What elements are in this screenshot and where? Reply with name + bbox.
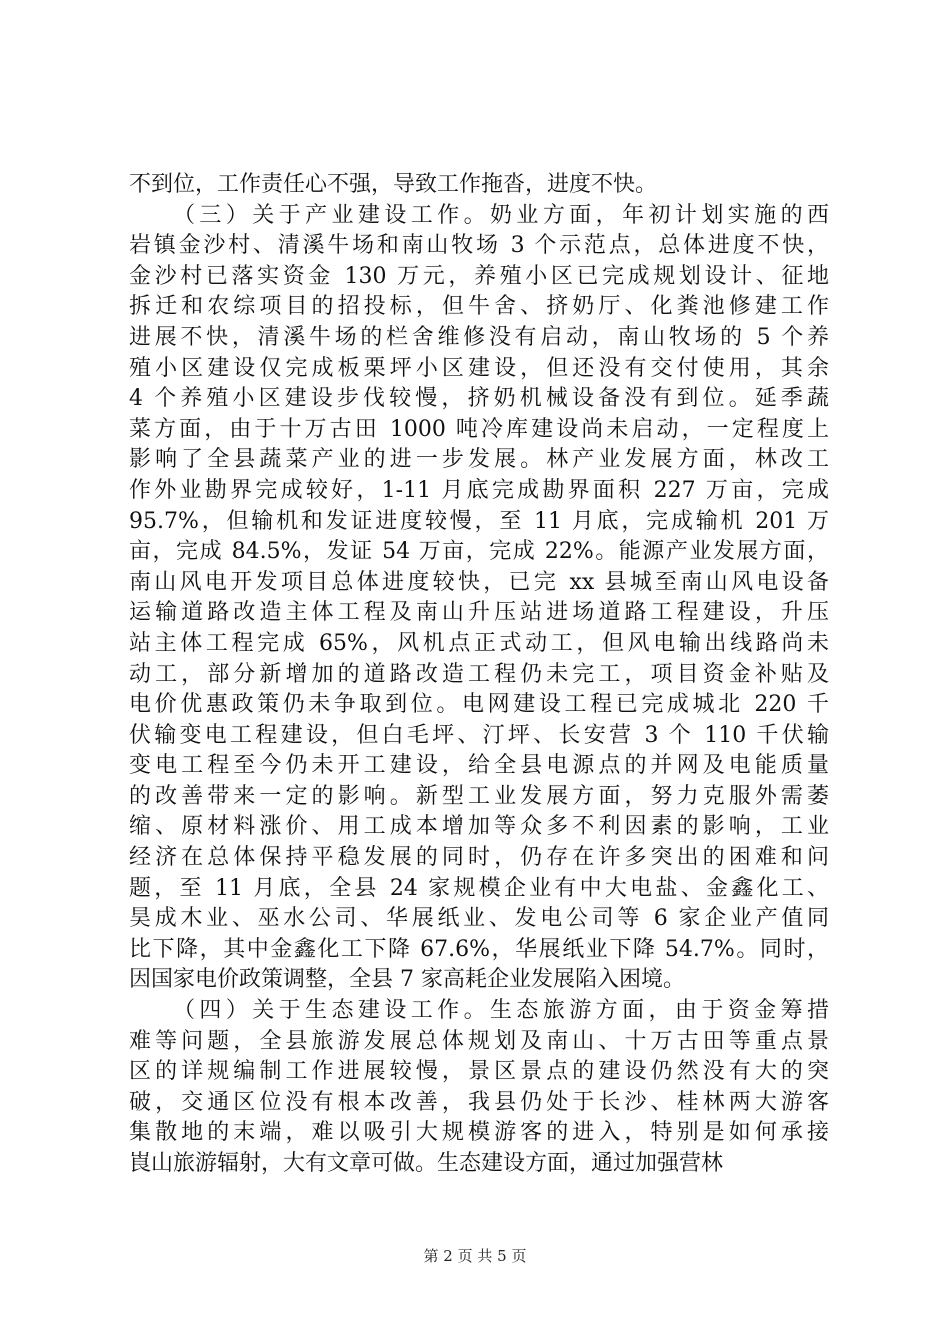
- text-line: 不到位，工作责任心不强，导致工作拖沓，进度不快。: [129, 172, 658, 197]
- text-line: 亩，完成 84.5%，发证 54 万亩，完成 22%。能源产业发展方面，: [129, 539, 829, 565]
- text-line: 进展不快，清溪牛场的栏舍维修没有启动，南山牧场的 5 个养: [129, 324, 829, 350]
- text-line: 南山风电开发项目总体进度较快，已完 xx 县城至南山风电设备: [129, 569, 829, 595]
- text-line: 崀山旅游辐射，大有文章可做。生态建设方面，通过加强营林: [129, 1151, 724, 1176]
- text-line: 破，交通区位没有根本改善，我县仍处于长沙、桂林两大游客: [129, 1089, 829, 1115]
- text-line: 电价优惠政策仍未争取到位。电网建设工程已完成城北 220 千: [129, 692, 829, 718]
- text-line: 殖小区建设仅完成板栗坪小区建设，但还没有交付使用，其余: [129, 355, 829, 381]
- text-line: 集散地的末端，难以吸引大规模游客的进入，特别是如何承接: [129, 1120, 829, 1146]
- text-line: 题，至 11 月底，全县 24 家规模企业有中大电盐、金鑫化工、: [129, 875, 829, 901]
- text-line: 菜方面，由于十万古田 1000 吨冷库建设尚未启动，一定程度上: [129, 416, 829, 442]
- text-line: 岩镇金沙村、清溪牛场和南山牧场 3 个示范点，总体进度不快，: [129, 233, 829, 259]
- text-line: 难等问题，全县旅游发展总体规划及南山、十万古田等重点景: [129, 1028, 829, 1054]
- text-line: 4 个养殖小区建设步伐较慢，挤奶机械设备没有到位。延季蔬: [129, 386, 829, 412]
- text-line: 站主体工程完成 65%，风机点正式动工，但风电输出线路尚未: [129, 630, 829, 656]
- body-text: [129, 170, 829, 1180]
- text-line: 经济在总体保持平稳发展的同时，仍存在许多突出的困难和问: [129, 845, 829, 871]
- text-line: 变电工程至今仍未开工建设，给全县电源点的并网及电能质量: [129, 753, 829, 779]
- text-line: 伏输变电工程建设，但白毛坪、汀坪、长安营 3 个 110 千伏输: [129, 722, 829, 748]
- text-line: 运输道路改造主体工程及南山升压站进场道路工程建设，升压: [129, 600, 829, 626]
- text-line: （三）关于产业建设工作。奶业方面，年初计划实施的西: [173, 202, 829, 228]
- text-line: 95.7%，但输机和发证进度较慢，至 11 月底，完成输机 201 万: [129, 508, 829, 534]
- text-line: 缩、原材料涨价、用工成本增加等众多不利因素的影响，工业: [129, 814, 829, 840]
- page-footer: 第 2 页 共 5 页: [423, 1247, 527, 1265]
- text-line: 的改善带来一定的影响。新型工业发展方面，努力克服外需萎: [129, 783, 829, 809]
- text-line: 影响了全县蔬菜产业的进一步发展。林产业发展方面，林改工: [129, 447, 829, 473]
- text-line: 作外业勘界完成较好，1-11 月底完成勘界面积 227 万亩，完成: [129, 477, 829, 503]
- text-line: 金沙村已落实资金 130 万元，养殖小区已完成规划设计、征地: [129, 263, 829, 289]
- text-line: 比下降，其中金鑫化工下降 67.6%，华展纸业下降 54.7%。同时，: [129, 936, 829, 962]
- text-line: （四）关于生态建设工作。生态旅游方面，由于资金筹措: [173, 998, 829, 1024]
- text-line: 区的详规编制工作进展较慢，景区景点的建设仍然没有大的突: [129, 1059, 829, 1085]
- text-line: 因国家电价政策调整，全县 7 家高耗企业发展陷入困境。: [129, 967, 685, 993]
- text-line: 昊成木业、巫水公司、华展纸业、发电公司等 6 家企业产值同: [129, 906, 829, 932]
- text-line: 动工，部分新增加的道路改造工程仍未完工，项目资金补贴及: [129, 661, 829, 687]
- text-line: 拆迁和农综项目的招投标，但牛舍、挤奶厅、化粪池修建工作: [129, 294, 829, 320]
